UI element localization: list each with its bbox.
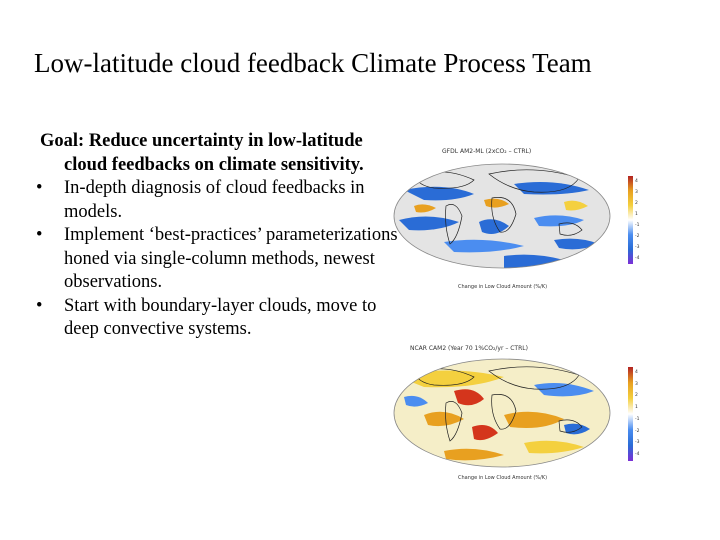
map-caption: Change in Low Cloud Amount (%/K) xyxy=(458,284,548,290)
map-caption: Change in Low Cloud Amount (%/K) xyxy=(458,475,548,481)
goal-text: Goal: Reduce uncertainty in low-latitude cloud feedbacks on climate sensitivity. xyxy=(40,131,364,175)
colorbar-tick-label: -1 xyxy=(635,416,640,422)
bullet-icon: • xyxy=(36,178,43,198)
bullet-text: In-depth diagnosis of cloud feedbacks in models. xyxy=(64,178,365,222)
colorbar-tick-label: -3 xyxy=(635,244,640,250)
colorbar-tick-label: 3 xyxy=(635,381,638,387)
world-map-image xyxy=(384,160,624,285)
bullet-list xyxy=(36,177,400,342)
colorbar-tick-label: 2 xyxy=(635,393,638,399)
bullet-item xyxy=(36,224,400,295)
colorbar-tick-label: 4 xyxy=(635,369,638,375)
colorbar-tick-label: -4 xyxy=(635,255,640,261)
gfdl-cloud-map xyxy=(384,146,640,291)
map-header: NCAR CAM2 (Year 70 1%CO₂/yr – CTRL) xyxy=(410,345,528,352)
bullet-text: Start with boundary-layer clouds, move to deep convective systems. xyxy=(64,295,377,339)
colorbar xyxy=(628,367,633,461)
slide-body xyxy=(36,130,400,342)
colorbar-tick-label: -2 xyxy=(635,233,640,239)
bullet-item xyxy=(36,177,400,224)
map-header: GFDL AM2-ML (2xCO₂ – CTRL) xyxy=(442,148,532,155)
bullet-item xyxy=(36,295,400,342)
slide-title: Low-latitude cloud feedback Climate Process Team xyxy=(34,48,592,78)
colorbar-tick-label: 4 xyxy=(635,178,638,184)
colorbar-tick-label: 3 xyxy=(635,189,638,195)
colorbar xyxy=(628,176,633,264)
colorbar-tick-label: 1 xyxy=(635,405,638,411)
colorbar-tick-label: 2 xyxy=(635,200,638,206)
bullet-text: Implement ‘best-practices’ parameterizations honed via single-column methods, newest observations. xyxy=(64,225,398,292)
colorbar-tick-label: 1 xyxy=(635,211,638,217)
colorbar-tick-label: -3 xyxy=(635,440,640,446)
colorbar-tick-label: -2 xyxy=(635,428,640,434)
colorbar-tick-label: -4 xyxy=(635,452,640,458)
bullet-icon: • xyxy=(36,225,43,245)
colorbar-tick-label: -1 xyxy=(635,222,640,228)
bullet-icon: • xyxy=(36,295,43,316)
ncar-cloud-map xyxy=(384,343,640,488)
world-map-image xyxy=(384,355,624,480)
